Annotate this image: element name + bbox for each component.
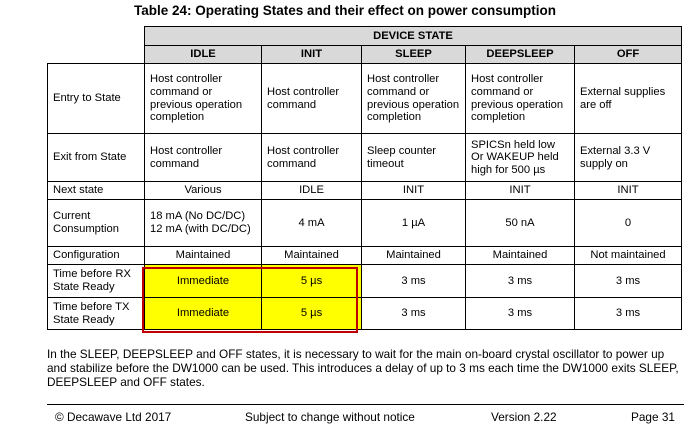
cell-exit-sleep: Sleep counter timeout: [362, 134, 466, 182]
cell-entry-init: Host controller command: [262, 64, 362, 134]
col-header-deepsleep: DEEPSLEEP: [466, 46, 575, 64]
cell-rx-off: 3 ms: [575, 265, 682, 298]
row-label-rx-ready: Time before RX State Ready: [48, 265, 145, 298]
current-idle-line1: 18 mA (No DC/DC): [150, 210, 246, 223]
body-paragraph: In the SLEEP, DEEPSLEEP and OFF states, it is necessary to wait for the main on-board crystal oscillator to power up and stabilize before the DW1000 can be used. This introduces a delay of up to 3 ms each time the DW1000 exits SLEEP, DEEPSLEEP and OFF states.: [47, 347, 679, 390]
cell-current-deepsleep: 50 nA: [466, 200, 575, 247]
table-title: Table 24: Operating States and their effect on power consumption: [133, 3, 557, 18]
cell-entry-deepsleep: Host controller command or previous operation completion: [466, 64, 575, 134]
cell-current-idle: [145, 200, 262, 247]
cell-config-off: Not maintained: [575, 247, 682, 265]
row-label-current: Current Consumption: [48, 200, 145, 247]
footer-copyright: © Decawave Ltd 2017: [55, 410, 172, 424]
footer-notice: Subject to change without notice: [245, 410, 415, 424]
cell-config-init: Maintained: [262, 247, 362, 265]
row-label-tx-ready: Time before TX State Ready: [48, 298, 145, 330]
cell-config-sleep: Maintained: [362, 247, 466, 265]
device-state-header: DEVICE STATE: [145, 27, 682, 46]
operating-states-table: [47, 26, 682, 330]
table-row-current: [48, 200, 682, 247]
cell-next-sleep: INIT: [362, 182, 466, 200]
cell-current-off: 0: [575, 200, 682, 247]
table-row-next: [48, 182, 682, 200]
cell-next-deepsleep: INIT: [466, 182, 575, 200]
col-header-off: OFF: [575, 46, 682, 64]
footer-page-number: Page 31: [631, 410, 675, 424]
page-footer: [47, 404, 684, 427]
cell-rx-deepsleep: 3 ms: [466, 265, 575, 298]
current-idle-line2: 12 mA (with DC/DC): [150, 223, 251, 235]
row-label-config: Configuration: [48, 247, 145, 265]
row-label-exit: Exit from State: [48, 134, 145, 182]
cell-tx-deepsleep: 3 ms: [466, 298, 575, 330]
cell-tx-sleep: 3 ms: [362, 298, 466, 330]
cell-exit-init: Host controller command: [262, 134, 362, 182]
table-row-config: [48, 247, 682, 265]
cell-exit-idle: Host controller command: [145, 134, 262, 182]
row-label-next: Next state: [48, 182, 145, 200]
cell-entry-off: External supplies are off: [575, 64, 682, 134]
cell-current-init: 4 mA: [262, 200, 362, 247]
col-header-idle: IDLE: [145, 46, 262, 64]
cell-tx-idle-highlighted: Immediate: [145, 298, 262, 330]
cell-next-init: IDLE: [262, 182, 362, 200]
cell-entry-sleep: Host controller command or previous operation completion: [362, 64, 466, 134]
cell-entry-idle: Host controller command or previous operation completion: [145, 64, 262, 134]
cell-rx-idle-highlighted: Immediate: [145, 265, 262, 298]
cell-config-deepsleep: Maintained: [466, 247, 575, 265]
table-row-entry: [48, 64, 682, 134]
cell-current-sleep: 1 µA: [362, 200, 466, 247]
table-row-exit: [48, 134, 682, 182]
cell-next-idle: Various: [145, 182, 262, 200]
cell-exit-deepsleep: SPICSn held low Or WAKEUP held high for 500 µs: [466, 134, 575, 182]
cell-rx-sleep: 3 ms: [362, 265, 466, 298]
footer-version: Version 2.22: [491, 410, 557, 424]
cell-exit-off: External 3.3 V supply on: [575, 134, 682, 182]
cell-rx-init-highlighted: 5 µs: [262, 265, 362, 298]
row-label-entry: Entry to State: [48, 64, 145, 134]
cell-tx-off: 3 ms: [575, 298, 682, 330]
corner-blank-cell: [48, 27, 145, 64]
table-row-rx-ready: [48, 265, 682, 298]
col-header-init: INIT: [262, 46, 362, 64]
table-row-tx-ready: [48, 298, 682, 330]
col-header-sleep: SLEEP: [362, 46, 466, 64]
cell-tx-init-highlighted: 5 µs: [262, 298, 362, 330]
cell-next-off: INIT: [575, 182, 682, 200]
cell-config-idle: Maintained: [145, 247, 262, 265]
